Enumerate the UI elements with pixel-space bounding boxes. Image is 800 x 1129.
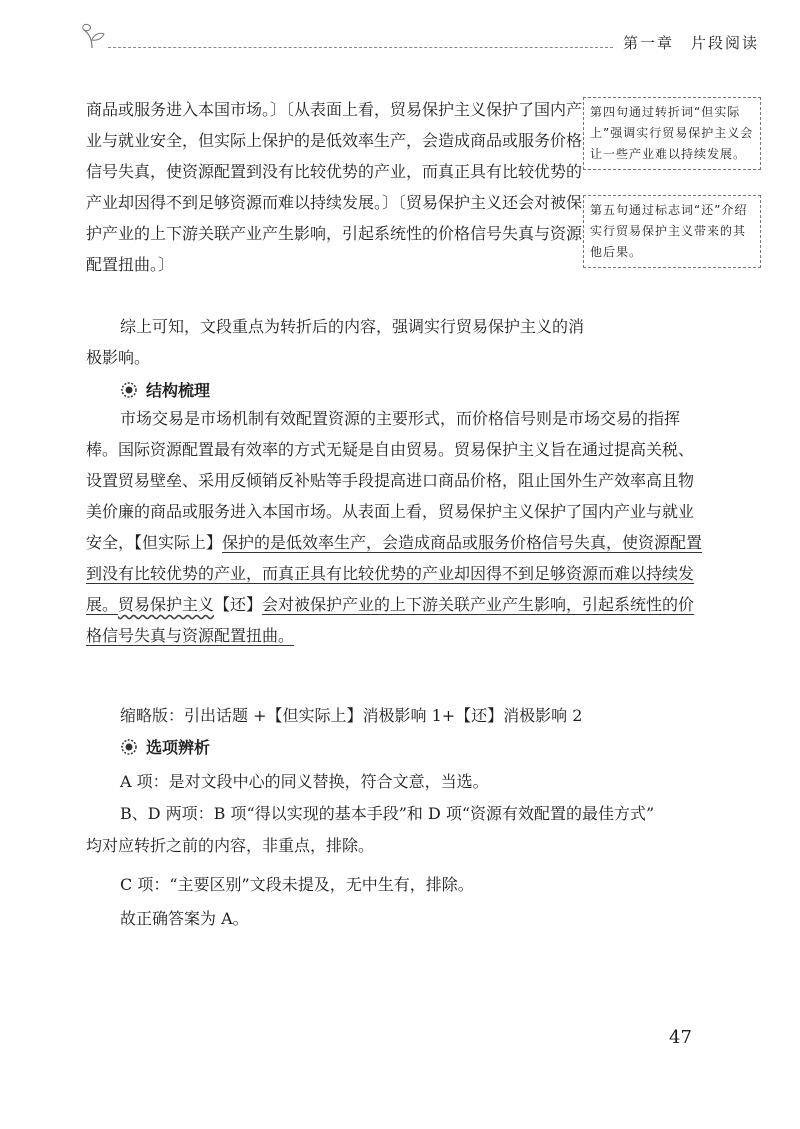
chapter-title: 第一章 片段阅读: [623, 34, 760, 52]
paragraph-analysis: 商品或服务进入本国市场。〕〔从表面上看，贸易保护主义保护了国内产业与就业安全，但实际上保护的是低效率生产，会造成商品或服务价格信号失真，使资源配置到没有比较优势的产业，而真正具有比较优势的产业却因得不到足够资源而难以持续发展。〕〔贸易保护主义还会对被保护产业的上下游关联产业产生影响，引起系统性的价格信号失真与资源配置扭曲。〕: [86, 100, 583, 274]
gear-icon: [120, 738, 138, 756]
paragraph-conclusion: 综上可知，文段重点为转折后的内容，强调实行贸易保护主义的消极影响。: [86, 317, 585, 367]
gear-icon: [120, 381, 138, 399]
section-structure-heading: [120, 378, 210, 401]
section-options-heading: [120, 735, 210, 758]
section-options-title: 选项辨析: [146, 738, 211, 757]
side-note-5: 第五句通过标志词“还”介绍实行贸易保护主义带来的其他后果。: [583, 195, 761, 268]
leaf-icon: [78, 22, 108, 50]
underlined-effect-1: 保护的是低效率生产，会造成商品或服务价格信号失真，使资源配置到没有比较优势的产业，而真正具有比较优势的产业却因得不到足够资源而难以持续发展。: [86, 533, 703, 614]
summary-line: 缩略版：引出话题 +【但实际上】消极影响 1+【还】消极影响 2: [120, 706, 583, 725]
page-header: [78, 18, 760, 58]
option-c: C 项：“主要区别”文段未提及，无中生有，排除。: [120, 875, 474, 894]
option-bd: B、D 两项：B 项“得以实现的基本手段”和 D 项“资源有效配置的最佳方式”: [120, 804, 655, 823]
page-number: 47: [669, 1027, 692, 1048]
section-structure-title: 结构梳理: [146, 381, 211, 400]
side-note-4: 第四句通过转折词“但实际上”强调实行贸易保护主义会让一些产业难以持续发展。: [583, 97, 761, 170]
wavy-subject: 贸易保护主义: [118, 595, 215, 614]
keyword-also: 【还】: [214, 595, 263, 614]
option-a: A 项：是对文段中心的同义替换，符合文意，当选。: [120, 772, 489, 791]
header-rule: [108, 47, 613, 48]
option-bd-cont: 均对应转折之前的内容，非重点，排除。: [86, 836, 375, 855]
keyword-but-actually: 【但实际上】: [134, 533, 223, 552]
underlined-effect-2: 会对被保护产业的上下游关联产业产生影响，引起系统性的价格信号失真与资源配置扭曲。: [86, 595, 695, 645]
answer-line: 故正确答案为 A。: [120, 909, 249, 928]
structure-plain: 市场交易是市场机制有效配置资源的主要形式，而价格信号则是市场交易的指挥棒。国际资源配置最有效率的方式无疑是自由贸易。贸易保护主义旨在通过提高关税、设置贸易壁垒、采用反倾销反补贴等手段提高进口商品价格，阻止国外生产效率高且物美价廉的商品或服务进入本国市场。从表面上看，贸易保护主义保护了国内产业与就业安全，: [86, 409, 695, 552]
paragraph-structure: [86, 403, 706, 651]
